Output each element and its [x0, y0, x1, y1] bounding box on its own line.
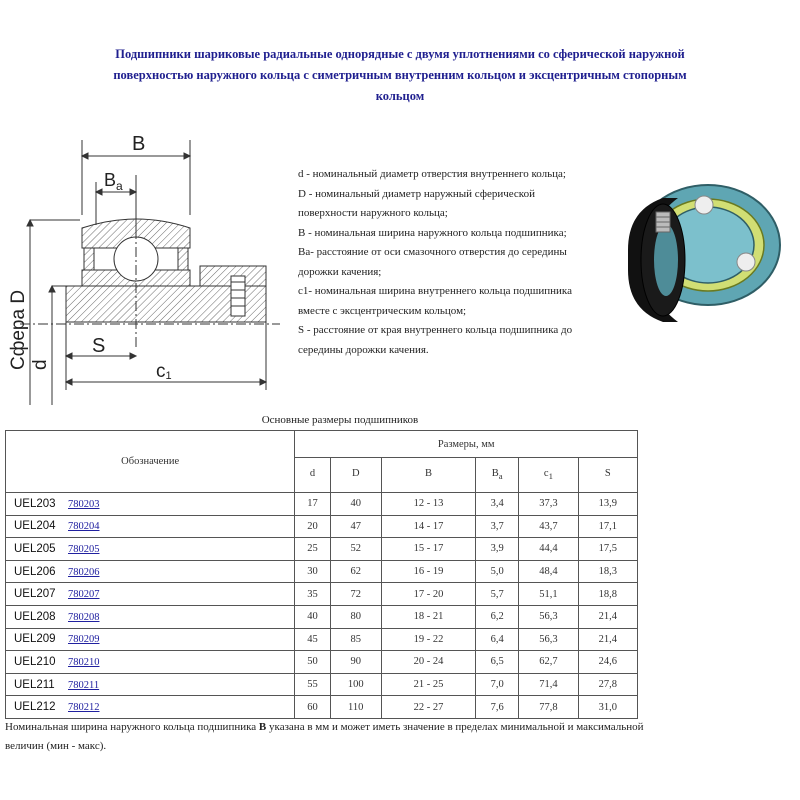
designation-cell	[6, 583, 295, 606]
table-row	[6, 560, 638, 583]
cell-d: 25	[295, 538, 330, 561]
bearing-link[interactable]: 780208	[68, 611, 100, 623]
cell-d: 60	[295, 696, 330, 719]
title-line-1: Подшипники шариковые радиальные однорядные с двумя уплотнениями со сферической наружной	[115, 47, 685, 61]
designation-cell	[6, 696, 295, 719]
cell-d: 40	[330, 493, 381, 516]
cell-ba: 6,5	[476, 651, 519, 674]
designation-cell	[6, 493, 295, 516]
footnote: Номинальная ширина наружного кольца подшипника B указана в мм и может иметь значение в пределах минимальной и максимальной величин (мин - макс).	[5, 721, 644, 752]
legend-line: S - расстояние от края внутреннего кольца подшипника до	[298, 324, 573, 336]
table-row	[6, 583, 638, 606]
bearing-link[interactable]: 780206	[68, 566, 100, 578]
bearing-code: UEL210	[14, 655, 56, 668]
designation-cell	[6, 515, 295, 538]
cell-d: 62	[330, 560, 381, 583]
cell-s: 31,0	[578, 696, 637, 719]
table-caption: Основные размеры подшипников	[261, 414, 419, 426]
cell-ba: 7,0	[476, 673, 519, 696]
table-row	[6, 515, 638, 538]
label-B: B	[132, 133, 146, 155]
cell-ba: 3,9	[476, 538, 519, 561]
cell-s: 18,3	[578, 560, 637, 583]
cell-ba: 6,4	[476, 628, 519, 651]
table-row	[6, 651, 638, 674]
cell-d: 72	[330, 583, 381, 606]
designation-cell	[6, 605, 295, 628]
cell-b: 20 - 24	[381, 651, 475, 674]
bearing-render-image	[608, 150, 798, 350]
cell-c1: 51,1	[519, 583, 578, 606]
cell-s: 17,5	[578, 538, 637, 561]
bearing-code: UEL206	[14, 565, 56, 578]
column-header: $c_1$	[519, 458, 578, 493]
cell-c1: 37,3	[519, 493, 578, 516]
label-S: S	[92, 335, 106, 357]
bearing-link[interactable]: 780210	[68, 656, 100, 668]
bearing-link[interactable]: 780209	[68, 634, 100, 646]
cell-s: 21,4	[578, 628, 637, 651]
cell-c1: 48,4	[519, 560, 578, 583]
label-Ba: $B_a$	[104, 170, 123, 193]
cell-b: 15 - 17	[381, 538, 475, 561]
cell-ba: 5,0	[476, 560, 519, 583]
bearing-code: UEL204	[14, 520, 56, 533]
cell-d: 20	[295, 515, 330, 538]
cell-c1: 77,8	[519, 696, 578, 719]
cell-b: 16 - 19	[381, 560, 475, 583]
label-c1: c1	[156, 361, 172, 382]
bearing-code: UEL212	[14, 701, 56, 714]
designation-header: Обозначение	[6, 431, 295, 493]
designation-cell	[6, 538, 295, 561]
legend-line: d - номинальный диаметр отверстия внутреннего кольца;	[298, 168, 566, 180]
cell-s: 17,1	[578, 515, 637, 538]
cell-d: 47	[330, 515, 381, 538]
dimensions-header: Размеры, мм	[295, 431, 638, 458]
cell-c1: 44,4	[519, 538, 578, 561]
legend-line: вместе с эксцентрическим кольцом;	[298, 304, 467, 317]
legend-line: c1- номинальная ширина внутреннего кольца подшипника	[298, 285, 572, 297]
designation-cell	[6, 651, 295, 674]
cell-b: 14 - 17	[381, 515, 475, 538]
cell-s: 27,8	[578, 673, 637, 696]
cell-d: 35	[295, 583, 330, 606]
table-row	[6, 605, 638, 628]
cell-ba: 7,6	[476, 696, 519, 719]
cell-d: 100	[330, 673, 381, 696]
dimension-legend	[298, 165, 608, 360]
cell-ba: 6,2	[476, 605, 519, 628]
bearing-code: UEL203	[14, 497, 56, 510]
bearing-dimensions-table	[5, 430, 638, 719]
label-d: d	[30, 359, 51, 370]
bearing-code: UEL207	[14, 588, 56, 601]
designation-cell	[6, 673, 295, 696]
table-header-row	[6, 431, 638, 458]
cell-ba: 5,7	[476, 583, 519, 606]
cell-b: 22 - 27	[381, 696, 475, 719]
page-title	[20, 44, 780, 107]
cell-d: 50	[295, 651, 330, 674]
cell-b: 19 - 22	[381, 628, 475, 651]
legend-line: B - номинальная ширина наружного кольца подшипника;	[298, 226, 567, 239]
cell-b: 21 - 25	[381, 673, 475, 696]
bearing-code: UEL208	[14, 610, 56, 623]
title-line-2: поверхностью наружного кольца с симетричным внутренним кольцом и эксцентричным стопорным	[113, 68, 687, 82]
column-header: B	[381, 458, 475, 493]
bearing-link[interactable]: 780204	[68, 521, 100, 533]
bearing-link[interactable]: 780203	[68, 498, 100, 510]
cell-d: 90	[330, 651, 381, 674]
column-header: S	[578, 458, 637, 493]
cell-c1: 56,3	[519, 628, 578, 651]
legend-line: поверхности наружного кольца;	[298, 207, 448, 219]
designation-cell	[6, 560, 295, 583]
cell-d: 17	[295, 493, 330, 516]
table-row	[6, 628, 638, 651]
bearing-link[interactable]: 780205	[68, 543, 100, 555]
legend-line: D - номинальный диаметр наружный сферической	[298, 187, 535, 200]
legend-line: Ba- расстояние от оси смазочного отверстия до середины	[298, 246, 567, 258]
cell-d: 52	[330, 538, 381, 561]
cell-ba: 3,4	[476, 493, 519, 516]
cell-c1: 56,3	[519, 605, 578, 628]
cell-s: 21,4	[578, 605, 637, 628]
column-header: d	[295, 458, 330, 493]
table-row	[6, 673, 638, 696]
cell-s: 18,8	[578, 583, 637, 606]
bearing-code: UEL205	[14, 542, 56, 555]
cell-c1: 43,7	[519, 515, 578, 538]
cell-d: 55	[295, 673, 330, 696]
cell-d: 85	[330, 628, 381, 651]
bearing-link[interactable]: 780212	[68, 702, 100, 714]
bearing-link[interactable]: 780207	[68, 589, 100, 601]
legend-line: дорожки качения;	[298, 265, 382, 278]
table-row	[6, 696, 638, 719]
cell-ba: 3,7	[476, 515, 519, 538]
cell-d: 80	[330, 605, 381, 628]
cell-d: 45	[295, 628, 330, 651]
column-header: $B_a$	[476, 458, 519, 493]
column-header: D	[330, 458, 381, 493]
cell-s: 13,9	[578, 493, 637, 516]
label-sphere-D: Сфера D	[8, 289, 29, 370]
cell-d: 30	[295, 560, 330, 583]
table-row	[6, 493, 638, 516]
designation-cell	[6, 628, 295, 651]
bearing-link[interactable]: 780211	[68, 679, 100, 691]
cell-d: 110	[330, 696, 381, 719]
table-row	[6, 538, 638, 561]
cell-b: 17 - 20	[381, 583, 475, 606]
bearing-code: UEL209	[14, 633, 56, 646]
bearing-code: UEL211	[14, 678, 55, 691]
cell-c1: 71,4	[519, 673, 578, 696]
cell-s: 24,6	[578, 651, 637, 674]
bearing-cross-section-drawing	[0, 120, 290, 410]
cell-c1: 62,7	[519, 651, 578, 674]
legend-line: середины дорожки качения.	[298, 343, 429, 356]
cell-b: 18 - 21	[381, 605, 475, 628]
title-line-3: кольцом	[375, 89, 425, 103]
cell-b: 12 - 13	[381, 493, 475, 516]
cell-d: 40	[295, 605, 330, 628]
